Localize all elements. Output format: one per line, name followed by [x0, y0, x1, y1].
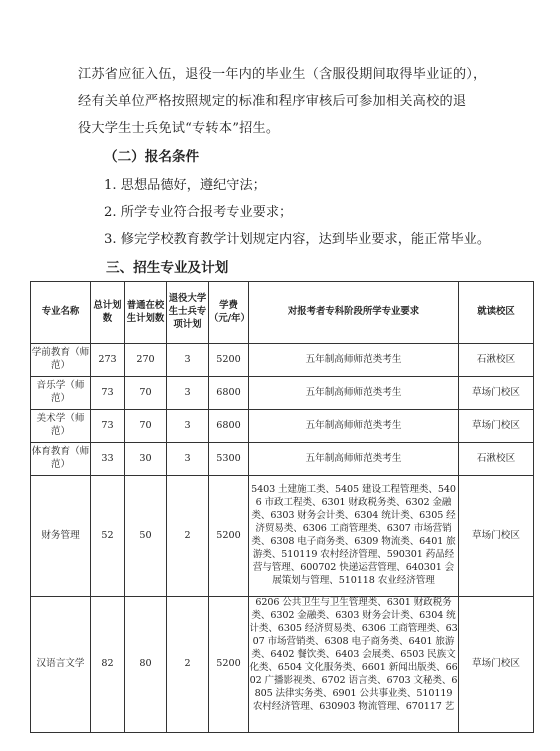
cell-major: 音乐学（师范） — [31, 377, 91, 410]
condition-item: 1. 思想品德好，遵纪守法； — [104, 178, 266, 193]
cell-regular: 50 — [125, 476, 167, 597]
cell-total: 52 — [91, 476, 125, 597]
cell-requirement: 五年制高师师范类考生 — [249, 410, 459, 443]
cell-major: 美术学（师范） — [31, 410, 91, 443]
cell-fee: 6800 — [209, 377, 249, 410]
cell-veteran: 3 — [167, 410, 209, 443]
cell-regular: 70 — [125, 410, 167, 443]
cell-requirement: 五年制高师师范类考生 — [249, 377, 459, 410]
cell-regular: 30 — [125, 443, 167, 476]
cell-campus: 草场门校区 — [459, 377, 534, 410]
cell-total: 73 — [91, 377, 125, 410]
cell-fee: 5300 — [209, 443, 249, 476]
cell-major: 体育教育（师范） — [31, 443, 91, 476]
header-regular: 普通在校生计划数 — [125, 282, 167, 344]
cell-requirement: 五年制高师师范类考生 — [249, 344, 459, 377]
cell-veteran: 2 — [167, 597, 209, 733]
cell-veteran: 3 — [167, 377, 209, 410]
cell-requirement: 五年制高师师范类考生 — [249, 443, 459, 476]
cell-major: 学前教育（师范） — [31, 344, 91, 377]
header-veteran: 退役大学生士兵专项计划 — [167, 282, 209, 344]
table-row — [31, 597, 534, 733]
cell-fee: 5200 — [209, 476, 249, 597]
intro-line: 经有关单位严格按照规定的标准和程序审核后可参加相关高校的退 — [78, 94, 467, 109]
cell-total: 273 — [91, 344, 125, 377]
section-two-heading: （二）报名条件 — [104, 149, 200, 165]
cell-requirement-wrapper — [249, 597, 459, 733]
admission-plan-table — [30, 281, 534, 733]
cell-total: 82 — [91, 597, 125, 733]
table-row — [31, 410, 534, 443]
condition-item: 3. 修完学校教育教学计划规定内容，达到毕业要求，能正常毕业。 — [104, 232, 491, 247]
section-three-heading: 三、招生专业及计划 — [106, 260, 229, 276]
cell-campus: 草场门校区 — [459, 597, 534, 733]
cell-veteran: 3 — [167, 443, 209, 476]
cell-requirement: 6206 公共卫生与卫生管理类、6301 财政税务类、6302 金融类、6303 财务会计类、6304 统计类、6305 经济贸易类、6306 工商管理类、6307 市场营销类、6308 电子商务类、6401 旅游类、6402 餐饮类、6403 会展类、6503 民族文化类、6504 文化服务类、6601 新闻出版类、6602 广播影视类、6702 语言类、6703 文秘类、6805 法律实务类、6901 公共事业类、510119 农村经济管理、630903 物流管理、670117 艺 — [249, 597, 458, 712]
cell-regular: 270 — [125, 344, 167, 377]
cell-veteran: 2 — [167, 476, 209, 597]
cell-total: 33 — [91, 443, 125, 476]
table-row — [31, 377, 534, 410]
cell-total: 73 — [91, 410, 125, 443]
intro-line: 役大学生士兵免试“专转本”招生。 — [78, 121, 280, 136]
cell-campus: 草场门校区 — [459, 410, 534, 443]
cell-major: 财务管理 — [31, 476, 91, 597]
table-row — [31, 443, 534, 476]
intro-line: 江苏省应征入伍，退役一年内的毕业生（含服役期间取得毕业证的）， — [78, 67, 487, 82]
cell-regular: 70 — [125, 377, 167, 410]
cell-requirement: 5403 土建施工类、5405 建设工程管理类、5406 市政工程类、6301 财政税务类、6302 金融类、6303 财务会计类、6304 统计类、6305 经济贸易类、6306 工商管理类、6307 市场营销类、6308 电子商务类、6309 物流类、6401 旅游类、510119 农村经济管理、590301 药品经营与管理、600702 快递运营管理、640301 会展策划与管理、510118 农业经济管理 — [249, 476, 459, 597]
cell-fee: 6800 — [209, 410, 249, 443]
header-total: 总计划数 — [91, 282, 125, 344]
header-major: 专业名称 — [31, 282, 91, 344]
cell-campus: 草场门校区 — [459, 476, 534, 597]
table-row — [31, 344, 534, 377]
table-header-row — [31, 282, 534, 344]
cell-major: 汉语言文学 — [31, 597, 91, 733]
condition-item: 2. 所学专业符合报考专业要求； — [104, 205, 293, 220]
cell-campus: 石湫校区 — [459, 443, 534, 476]
cell-fee: 5200 — [209, 344, 249, 377]
table-row — [31, 476, 534, 597]
cell-veteran: 3 — [167, 344, 209, 377]
header-campus: 就读校区 — [459, 282, 534, 344]
header-requirement: 对报考者专科阶段所学专业要求 — [249, 282, 459, 344]
header-fee: 学费（元/年） — [209, 282, 249, 344]
cell-regular: 80 — [125, 597, 167, 733]
intro-paragraph — [78, 61, 498, 142]
cell-campus: 石湫校区 — [459, 344, 534, 377]
cell-fee: 5200 — [209, 597, 249, 733]
